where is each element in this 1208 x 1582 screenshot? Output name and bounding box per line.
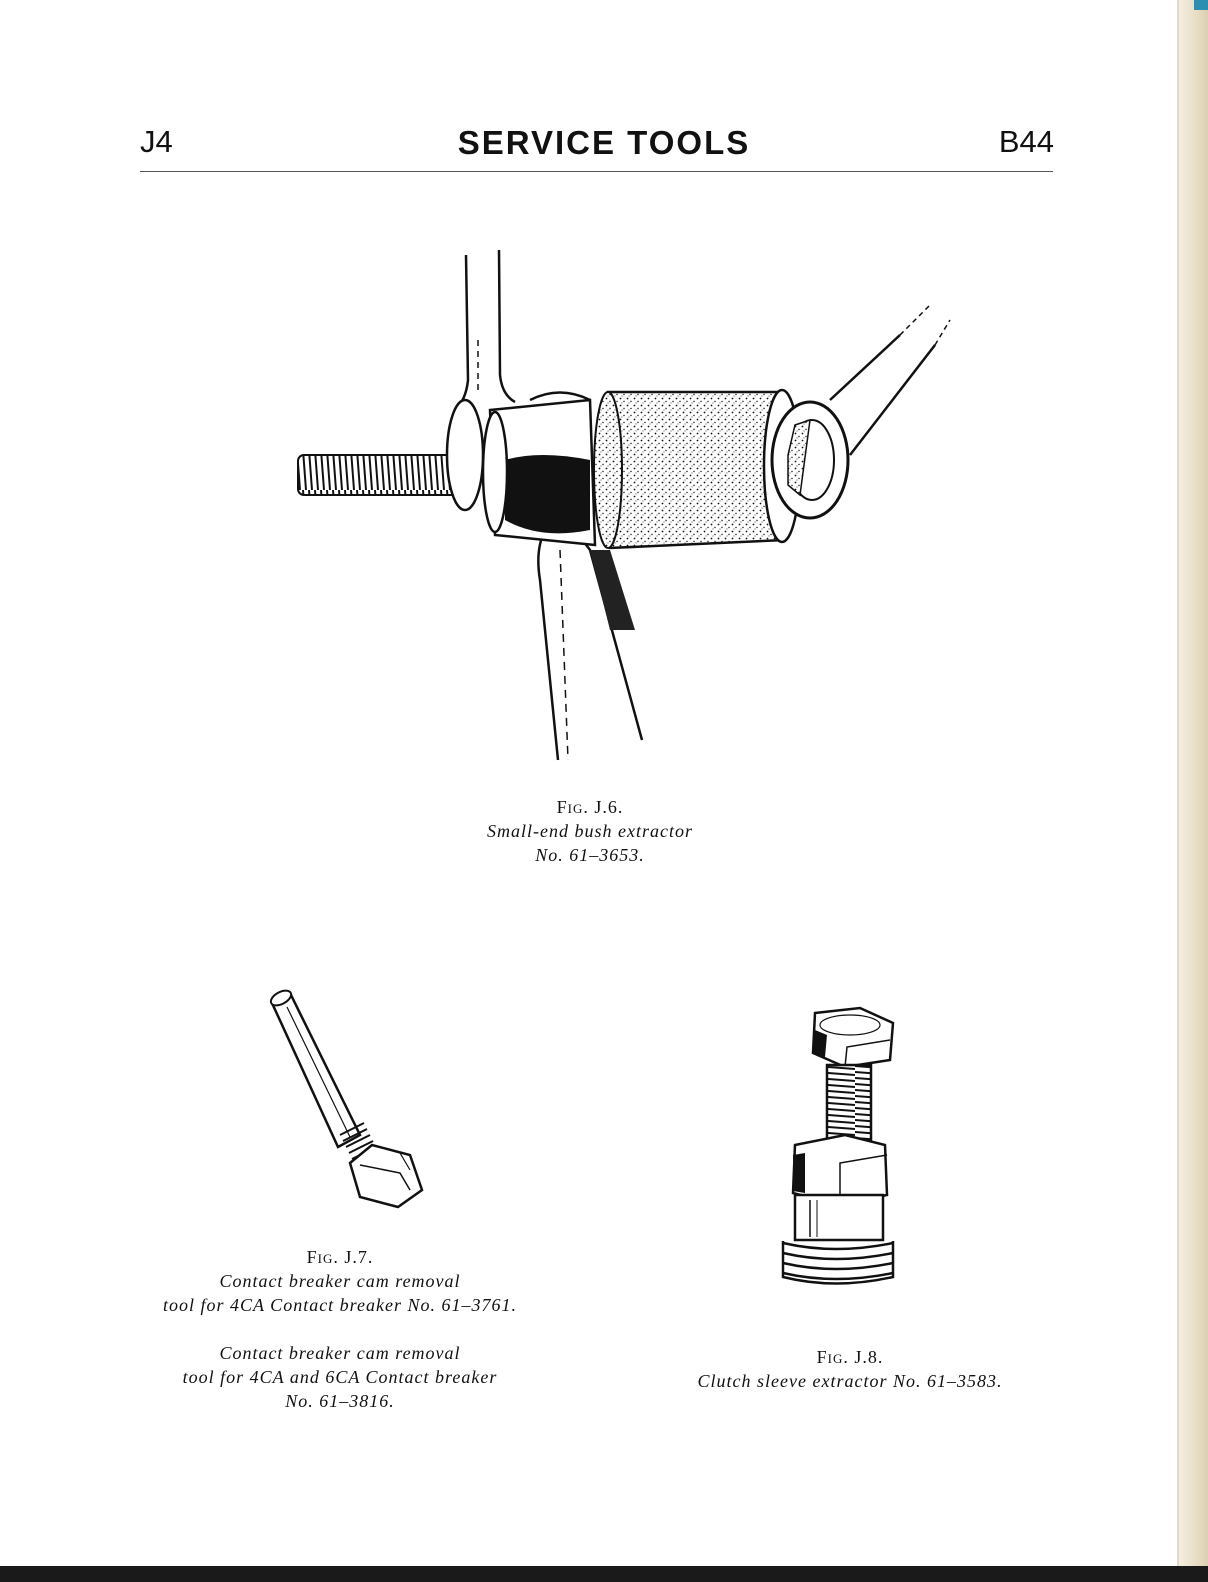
header-rule [140, 171, 1053, 172]
fig-j6-desc-line1: Small-end bush extractor [487, 821, 693, 841]
cam-removal-tool-illustration [260, 985, 440, 1225]
fig-j7-desc-line2: tool for 4CA Contact breaker No. 61–3761. [163, 1295, 517, 1315]
fig-j8-desc-line1: Clutch sleeve extractor No. 61–3583. [697, 1371, 1003, 1391]
section-label: J4 [140, 124, 173, 159]
fig-j7-caption [130, 1245, 550, 1413]
page-title: SERVICE TOOLS [457, 124, 751, 161]
fig-j6-caption [440, 795, 740, 867]
page-edge [1178, 0, 1208, 1582]
fig-j7-desc-line4: tool for 4CA and 6CA Contact breaker [182, 1367, 498, 1387]
fig-j7-desc-line1: Contact breaker cam removal [219, 1271, 461, 1291]
fig-j6-number: Fig. J.6. [556, 797, 624, 817]
edge-tab [1194, 0, 1208, 10]
fig-j6-desc-line2: No. 61–3653. [535, 845, 645, 865]
fig-j8-number: Fig. J.8. [816, 1347, 884, 1367]
small-end-bush-extractor-illustration [290, 250, 970, 770]
fig-j8-caption [680, 1345, 1020, 1393]
fig-j7-number: Fig. J.7. [306, 1247, 374, 1267]
scan-bottom-bar [0, 1566, 1208, 1582]
page-edge-line [1177, 0, 1179, 1582]
fig-j7-desc-line3: Contact breaker cam removal [219, 1343, 461, 1363]
fig-j7-desc-line5: No. 61–3816. [285, 1391, 395, 1411]
clutch-sleeve-extractor-illustration [775, 1005, 915, 1295]
page-code: B44 [998, 124, 1054, 159]
